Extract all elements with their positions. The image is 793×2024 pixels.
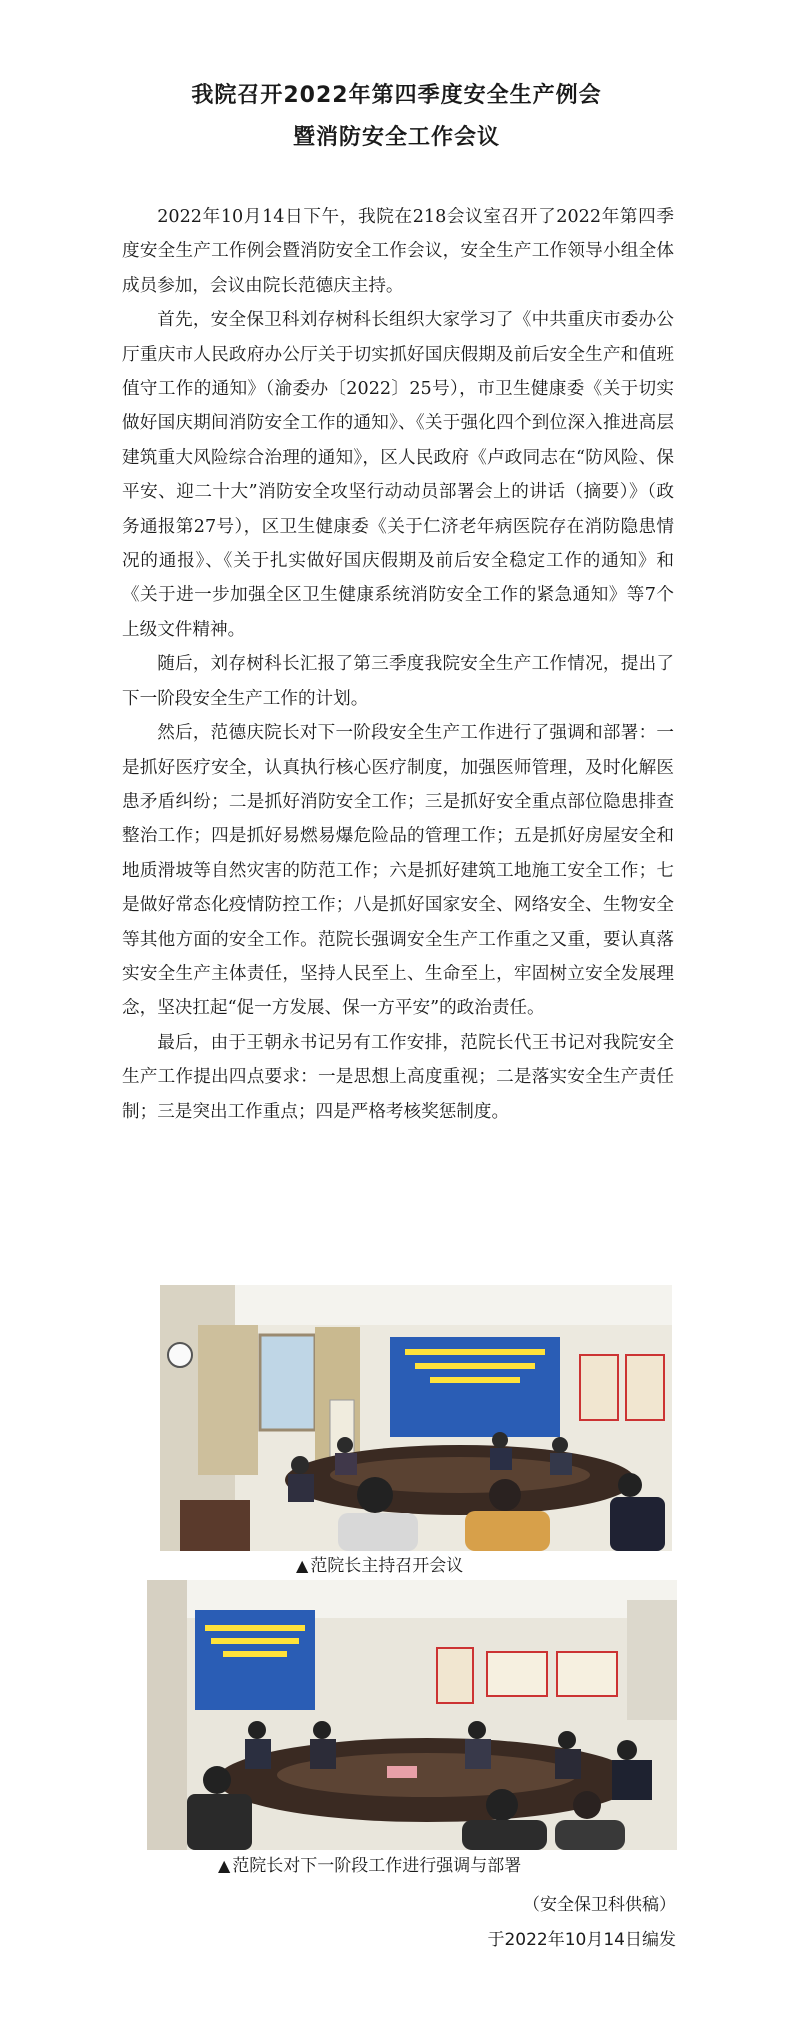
triangle-marker-icon: ▲ (218, 1856, 231, 1875)
source-note: （安全保卫科供稿） (523, 1895, 676, 1915)
photo-2-caption: ▲ 范院长对下一阶段工作进行强调与部署 (218, 1856, 522, 1876)
photo-1-caption: ▲ 范院长主持召开会议 (296, 1556, 464, 1576)
article-body (122, 200, 674, 1129)
meeting-photo-1 (160, 1285, 672, 1551)
paragraph-2: 首先，安全保卫科刘存树科长组织大家学习了《中共重庆市委办公厅重庆市人民政府办公厅关于切实抓好国庆假期及前后安全生产和值班值守工作的通知》（渝委办〔2022〕25号），市卫生健康委《关于切实做好国庆期间消防安全工作的通知》、《关于强化四个到位深入推进高层建筑重大风险综合治理的通知》，区人民政府《卢政同志在“防风险、保平安、迎二十大”消防安全攻坚行动动员部署会上的讲话（摘要）》（政务通报第27号），区卫生健康委《关于仁济老年病医院存在消防隐患情况的通报》、《关于扎实做好国庆假期及前后安全稳定工作的通知》和《关于进一步加强全区卫生健康系统消防安全工作的紧急通知》等7个上级文件精神。 (122, 310, 674, 640)
article-title-line2: 暨消防安全工作会议 (292, 125, 500, 150)
publish-date: 于2022年10月14日编发 (487, 1930, 676, 1950)
article-title-line1: 我院召开2022年第四季度安全生产例会 (191, 83, 602, 108)
paragraph-4: 然后，范德庆院长对下一阶段安全生产工作进行了强调和部署：一是抓好医疗安全，认真执行核心医疗制度，加强医师管理，及时化解医患矛盾纠纷；二是抓好消防安全工作；三是抓好安全重点部位隐患排查整治工作；四是抓好易燃易爆危险品的管理工作；五是抓好房屋安全和地质滑坡等自然灾害的防范工作；六是抓好建筑工地施工安全工作；七是做好常态化疫情防控工作；八是抓好国家安全、网络安全、生物安全等其他方面的安全工作。范院长强调安全生产工作重之又重，要认真落实安全生产主体责任，坚持人民至上、生命至上，牢固树立安全发展理念，坚决扛起“促一方发展、保一方平安”的政治责任。 (122, 723, 674, 1019)
paragraph-5: 最后，由于王朝永书记另有工作安排，范院长代王书记对我院安全生产工作提出四点要求：一是思想上高度重视；二是落实安全生产责任制；三是突出工作重点；四是严格考核奖惩制度。 (122, 1032, 674, 1122)
paragraph-1: 2022年10月14日下午，我院在218会议室召开了2022年第四季度安全生产工作例会暨消防安全工作会议，安全生产工作领导小组全体成员参加，会议由院长范德庆主持。 (122, 207, 674, 296)
meeting-photo-2 (147, 1580, 677, 1850)
triangle-marker-icon: ▲ (296, 1556, 309, 1575)
paragraph-3: 随后，刘存树科长汇报了第三季度我院安全生产工作情况，提出了下一阶段安全生产工作的计划。 (122, 654, 674, 709)
